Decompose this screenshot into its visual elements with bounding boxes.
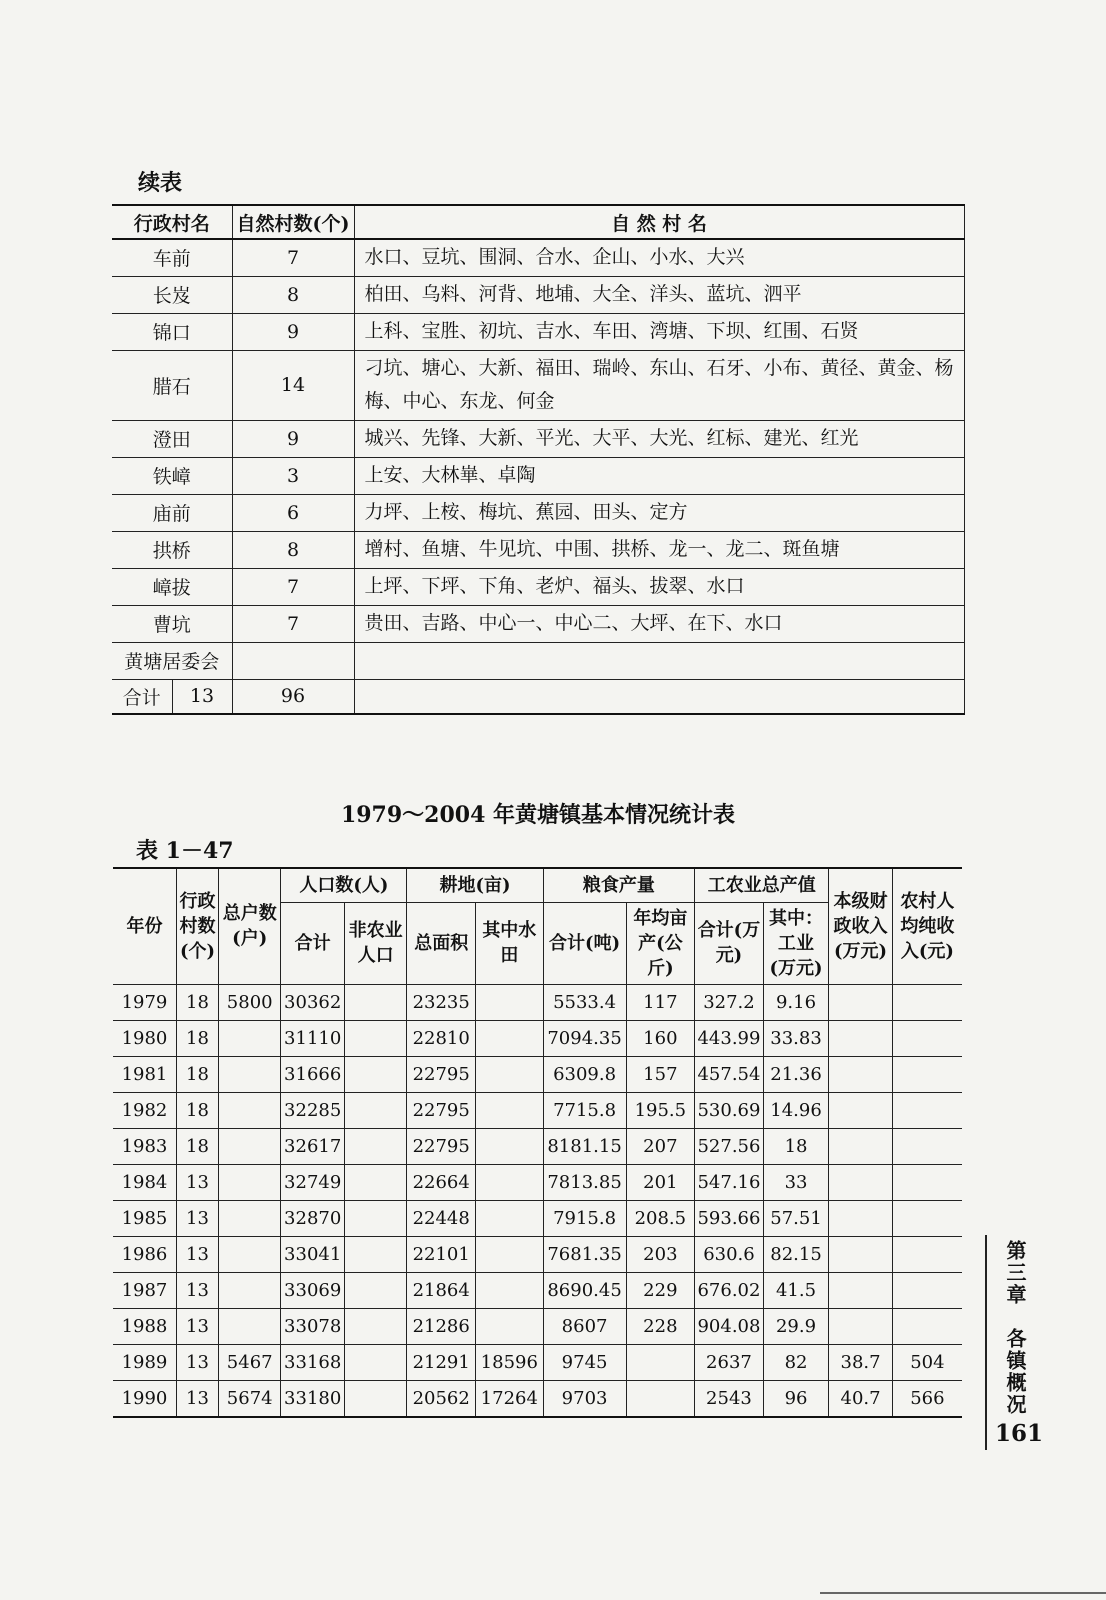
table-cell: 5533.4 [543,984,626,1020]
table-row [113,984,962,1020]
table-cell: 160 [626,1020,695,1056]
header-village-count: 行政村数(个) [176,868,218,984]
header-output-total: 合计(万元) [695,902,764,984]
village-names: 城兴、先锋、大新、平光、大平、大光、红标、建光、红光 [354,420,964,457]
header-grain: 粮食产量 [543,868,695,902]
table-cell: 22101 [407,1236,476,1272]
village-names: 上科、宝胜、初坑、吉水、车田、湾塘、下坝、红围、石贤 [354,313,964,350]
table-cell [218,1272,280,1308]
table-cell: 40.7 [829,1380,892,1417]
table-cell [344,1056,406,1092]
table-cell: 527.56 [695,1128,764,1164]
table-cell: 32749 [281,1164,344,1200]
table-cell: 30362 [281,984,344,1020]
table-cell: 2637 [695,1344,764,1380]
table-cell: 33 [763,1164,829,1200]
table-cell [892,1236,962,1272]
table-cell: 207 [626,1128,695,1164]
table-cell [829,1164,892,1200]
table-cell: 33041 [281,1236,344,1272]
table-cell: 22795 [407,1056,476,1092]
table-cell: 9.16 [763,984,829,1020]
table-row [113,1056,962,1092]
village-count: 9 [232,420,354,457]
table-cell [829,1272,892,1308]
total-row [112,679,964,714]
table-cell [892,1200,962,1236]
village-count: 3 [232,457,354,494]
table-cell [892,1128,962,1164]
table-cell: 1990 [113,1380,176,1417]
table-cell: 1983 [113,1128,176,1164]
table-cell: 547.16 [695,1164,764,1200]
table-cell: 21.36 [763,1056,829,1092]
table-cell: 5800 [218,984,280,1020]
table-row [112,457,964,494]
stats-table [113,867,962,1418]
table-cell: 18596 [476,1344,544,1380]
table-cell: 13 [176,1308,218,1344]
header-admin-village: 行政村名 [112,205,232,239]
admin-village-name: 拱桥 [112,531,232,568]
table-cell: 33168 [281,1344,344,1380]
table-cell [218,1092,280,1128]
table-cell: 201 [626,1164,695,1200]
stats-table-body [113,984,962,1417]
table-cell [344,1092,406,1128]
table-cell [892,1020,962,1056]
table-cell: 13 [176,1344,218,1380]
header-output-industry: 其中：工业(万元) [763,902,829,984]
village-count: 7 [232,239,354,276]
table-cell: 82 [763,1344,829,1380]
table-cell [476,1236,544,1272]
admin-village-name: 澄田 [112,420,232,457]
table-cell [476,1056,544,1092]
table-cell [476,1128,544,1164]
table-cell [892,1308,962,1344]
table-number: 表 1－47 [136,838,234,864]
table-cell [218,1164,280,1200]
table-cell: 13 [176,1236,218,1272]
table-cell: 9745 [543,1344,626,1380]
admin-village-name: 曹坑 [112,605,232,642]
table-cell: 96 [763,1380,829,1417]
admin-village-name: 黄塘居委会 [112,642,232,679]
table-cell [476,1164,544,1200]
village-names [354,642,964,679]
table-cell: 22810 [407,1020,476,1056]
table-cell: 443.99 [695,1020,764,1056]
table-cell: 18 [176,1056,218,1092]
table-cell: 7094.35 [543,1020,626,1056]
table-cell [829,1200,892,1236]
header-village-names: 自 然 村 名 [354,205,964,239]
table-cell: 203 [626,1236,695,1272]
village-count: 7 [232,605,354,642]
table-cell: 1980 [113,1020,176,1056]
table-row [112,350,964,420]
table-row [112,276,964,313]
table-cell: 31110 [281,1020,344,1056]
admin-village-name: 长岌 [112,276,232,313]
total-village-names [354,679,964,714]
stats-table-title: 1979～2004 年黄塘镇基本情况统计表 [340,802,736,828]
table-cell: 32617 [281,1128,344,1164]
table-cell: 5467 [218,1344,280,1380]
table-cell [626,1380,695,1417]
table-row [113,1344,962,1380]
village-count: 14 [232,350,354,420]
header-village-count: 自然村数(个) [232,205,354,239]
admin-village-name: 铁嶂 [112,457,232,494]
header-grain-yield: 年均亩产(公斤) [626,902,695,984]
table-row [112,494,964,531]
table-cell: 8181.15 [543,1128,626,1164]
table-cell: 18 [176,984,218,1020]
table-cell [344,1308,406,1344]
header-pop-nonagri: 非农业人口 [344,902,406,984]
village-names: 刁坑、塘心、大新、福田、瑞岭、东山、石牙、小布、黄径、黄金、杨梅、中心、东龙、何金 [354,350,964,420]
header-output: 工农业总产值 [695,868,829,902]
table-cell: 1985 [113,1200,176,1236]
table-cell: 29.9 [763,1308,829,1344]
table-cell: 208.5 [626,1200,695,1236]
table-cell [344,1236,406,1272]
page-bottom-rule [820,1592,1106,1594]
table-cell [476,1200,544,1236]
table-cell: 9703 [543,1380,626,1417]
table-cell: 21286 [407,1308,476,1344]
header-year: 年份 [113,868,176,984]
table-cell [344,1128,406,1164]
table-cell: 228 [626,1308,695,1344]
table-cell: 157 [626,1056,695,1092]
table-cell [829,1092,892,1128]
table-cell: 676.02 [695,1272,764,1308]
table-cell [476,1308,544,1344]
margin-divider [985,1235,987,1450]
village-count: 8 [232,531,354,568]
table-cell: 22795 [407,1092,476,1128]
table-cell: 22448 [407,1200,476,1236]
table-cell: 530.69 [695,1092,764,1128]
table-cell: 13 [176,1200,218,1236]
table-cell [344,1272,406,1308]
table-cell [344,1164,406,1200]
table-cell: 18 [763,1128,829,1164]
table-row [112,313,964,350]
continued-table-label: 续表 [138,170,183,196]
village-count: 9 [232,313,354,350]
table-row [113,1236,962,1272]
admin-village-name: 车前 [112,239,232,276]
table-cell [218,1056,280,1092]
table-cell: 229 [626,1272,695,1308]
table-cell: 7715.8 [543,1092,626,1128]
table-cell: 13 [176,1380,218,1417]
page-number: 161 [995,1420,1044,1447]
table-cell [829,1128,892,1164]
table-cell [829,984,892,1020]
total-village-count: 96 [232,679,354,714]
table-cell: 1984 [113,1164,176,1200]
village-names: 贵田、吉路、中心一、中心二、大坪、在下、水口 [354,605,964,642]
table-cell: 13 [176,1164,218,1200]
header-population: 人口数(人) [281,868,407,902]
table-cell: 504 [892,1344,962,1380]
table-cell: 1981 [113,1056,176,1092]
table-cell: 1987 [113,1272,176,1308]
total-admin-count: 13 [172,679,232,714]
table-cell: 1982 [113,1092,176,1128]
table-cell: 566 [892,1380,962,1417]
table-cell [218,1308,280,1344]
table-row [113,1380,962,1417]
table-cell: 20562 [407,1380,476,1417]
table-row [112,568,964,605]
table-cell: 1986 [113,1236,176,1272]
villages-table-body [112,239,964,714]
village-names: 上坪、下坪、下角、老炉、福头、拔翠、水口 [354,568,964,605]
admin-village-name: 腊石 [112,350,232,420]
village-names: 上安、大林崋、卓陶 [354,457,964,494]
table-cell: 18 [176,1128,218,1164]
table-cell: 195.5 [626,1092,695,1128]
table-cell: 2543 [695,1380,764,1417]
table-cell [892,1092,962,1128]
table-cell: 38.7 [829,1344,892,1380]
admin-village-name: 嶂拔 [112,568,232,605]
table-cell: 6309.8 [543,1056,626,1092]
table-cell: 18 [176,1020,218,1056]
table-cell: 33078 [281,1308,344,1344]
table-cell: 7681.35 [543,1236,626,1272]
table-row [112,531,964,568]
village-count: 6 [232,494,354,531]
table-cell [344,1020,406,1056]
total-label: 合计 [112,679,172,714]
table-cell [218,1236,280,1272]
table-cell [829,1308,892,1344]
admin-village-name: 锦口 [112,313,232,350]
village-names: 柏田、乌料、河背、地埔、大全、洋头、蓝坑、泗平 [354,276,964,313]
admin-village-name: 庙前 [112,494,232,531]
table-cell: 8690.45 [543,1272,626,1308]
table-cell: 18 [176,1092,218,1128]
table-cell [829,1020,892,1056]
table-row [113,1164,962,1200]
table-cell: 82.15 [763,1236,829,1272]
table-cell [218,1200,280,1236]
table-cell: 1989 [113,1344,176,1380]
table-cell [476,1020,544,1056]
header-grain-total: 合计(吨) [543,902,626,984]
table-cell [344,1200,406,1236]
village-count: 7 [232,568,354,605]
table-row [113,1020,962,1056]
table-row [113,1092,962,1128]
village-names: 水口、豆坑、围洞、合水、企山、小水、大兴 [354,239,964,276]
table-cell: 32285 [281,1092,344,1128]
table-cell [892,1056,962,1092]
table-row [112,642,964,679]
table-cell: 32870 [281,1200,344,1236]
table-row [113,1272,962,1308]
header-farmland: 耕地(亩) [407,868,543,902]
table-cell [344,1344,406,1380]
table-row [112,605,964,642]
header-land-total: 总面积 [407,902,476,984]
table-row [113,1200,962,1236]
table-cell: 14.96 [763,1092,829,1128]
table-cell: 7915.8 [543,1200,626,1236]
table-cell [892,984,962,1020]
table-cell [476,984,544,1020]
table-cell: 117 [626,984,695,1020]
table-cell [892,1164,962,1200]
table-cell [476,1272,544,1308]
table-cell: 13 [176,1272,218,1308]
table-cell: 31666 [281,1056,344,1092]
table-cell [218,1128,280,1164]
table-cell: 41.5 [763,1272,829,1308]
table-cell [829,1236,892,1272]
header-pop-total: 合计 [281,902,344,984]
table-cell: 33.83 [763,1020,829,1056]
table-cell [476,1092,544,1128]
table-row [113,1308,962,1344]
table-cell: 17264 [476,1380,544,1417]
header-revenue: 本级财政收入(万元) [829,868,892,984]
table-cell: 327.2 [695,984,764,1020]
table-cell: 33069 [281,1272,344,1308]
table-cell: 23235 [407,984,476,1020]
table-cell [344,984,406,1020]
chapter-label: 第三章 各镇概况 [1003,1240,1027,1416]
villages-table [112,204,965,715]
table-cell: 21864 [407,1272,476,1308]
village-names: 力坪、上桉、梅坑、蕉园、田头、定方 [354,494,964,531]
table-cell: 8607 [543,1308,626,1344]
table-cell: 22664 [407,1164,476,1200]
table-cell: 33180 [281,1380,344,1417]
table-cell: 5674 [218,1380,280,1417]
table-cell: 7813.85 [543,1164,626,1200]
village-count: 8 [232,276,354,313]
table-cell [626,1344,695,1380]
table-cell: 1979 [113,984,176,1020]
table-cell: 21291 [407,1344,476,1380]
table-cell: 57.51 [763,1200,829,1236]
table-row [112,239,964,276]
table-cell: 22795 [407,1128,476,1164]
table-cell: 904.08 [695,1308,764,1344]
village-names: 增村、鱼塘、牛见坑、中围、拱桥、龙一、龙二、斑鱼塘 [354,531,964,568]
header-income: 农村人均纯收入(元) [892,868,962,984]
table-cell: 1988 [113,1308,176,1344]
table-cell [829,1056,892,1092]
header-land-paddy: 其中水田 [476,902,544,984]
header-households: 总户数(户) [218,868,280,984]
table-row [112,420,964,457]
table-cell: 630.6 [695,1236,764,1272]
table-cell [344,1380,406,1417]
table-cell: 593.66 [695,1200,764,1236]
table-cell [892,1272,962,1308]
table-row [113,1128,962,1164]
table-cell: 457.54 [695,1056,764,1092]
table-cell [218,1020,280,1056]
village-count [232,642,354,679]
